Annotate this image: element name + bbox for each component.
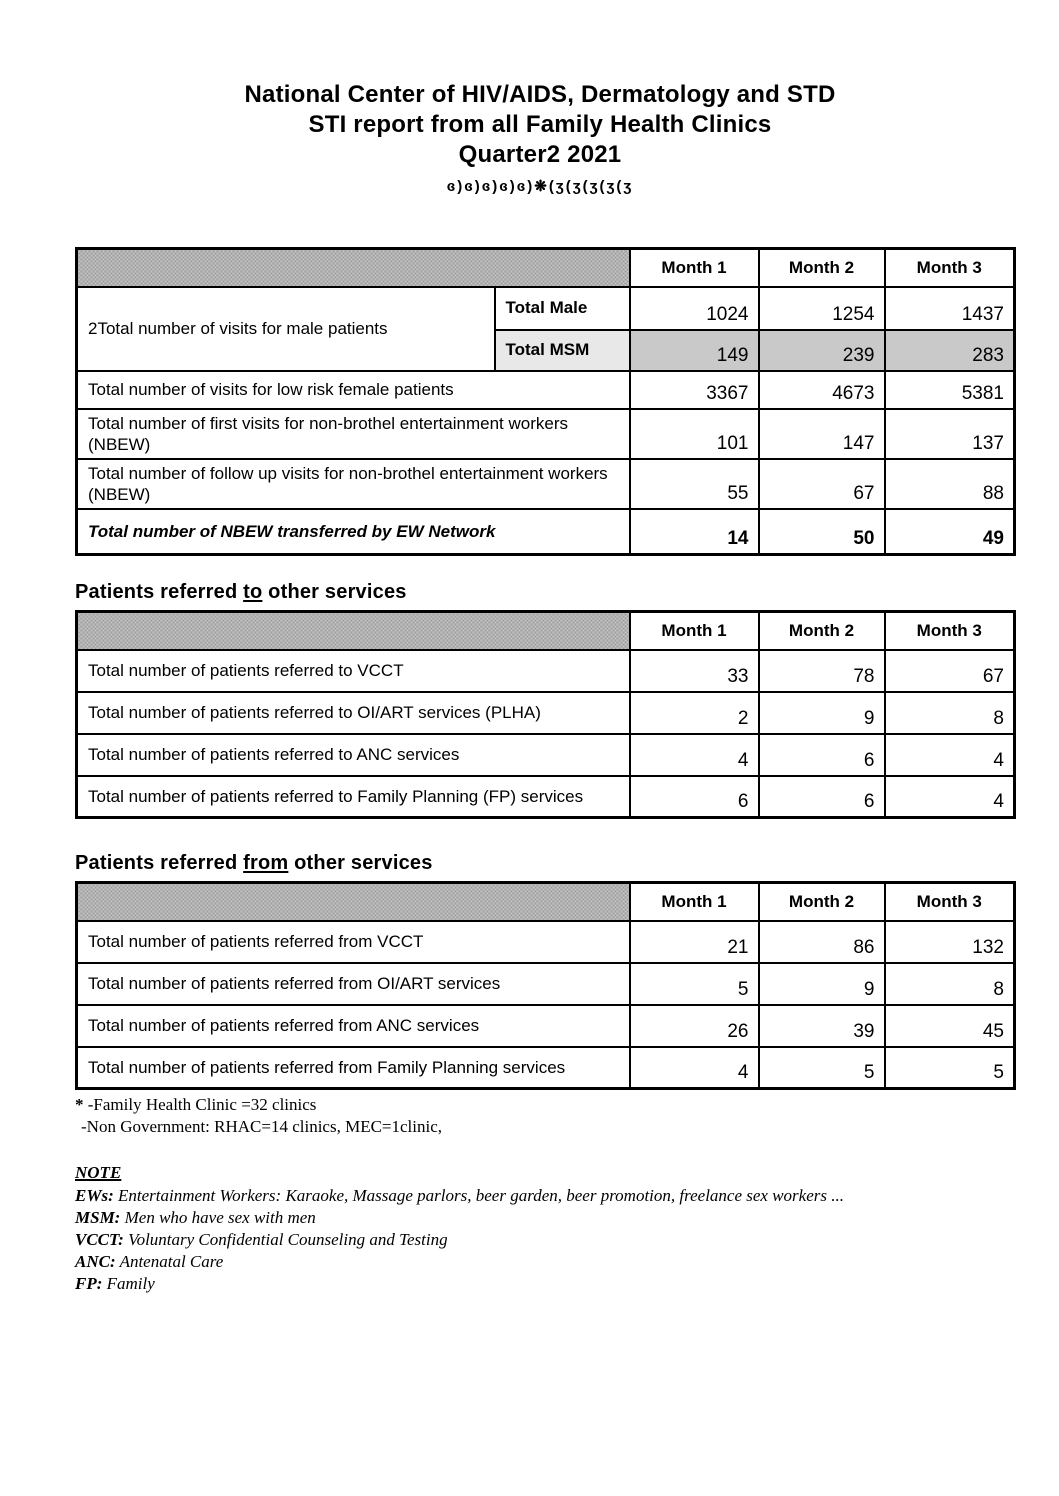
value-cell: 8 bbox=[885, 692, 1015, 734]
asterisk: * bbox=[75, 1095, 84, 1114]
definition: Family bbox=[102, 1274, 155, 1293]
month-2-header: Month 2 bbox=[759, 883, 885, 921]
khmer-ornament-divider: ɞ)ɞ)ɞ)ɞ)ɞ)❋(ʒ(ʒ(ʒ(ʒ(ʒ bbox=[446, 178, 634, 195]
row-label: Total number of patients referred to ANC services bbox=[77, 734, 630, 776]
abbr: EWs: bbox=[75, 1186, 114, 1205]
month-1-header: Month 1 bbox=[630, 612, 759, 650]
month-1-header: Month 1 bbox=[630, 883, 759, 921]
month-1-header: Month 1 bbox=[630, 249, 759, 287]
value-cell: 6 bbox=[630, 776, 759, 818]
value-cell: 78 bbox=[759, 650, 885, 692]
note-item-fp bbox=[75, 1273, 1013, 1295]
value-cell: 5381 bbox=[885, 371, 1015, 409]
table-row-referred-from-vcct bbox=[77, 921, 1015, 963]
abbr: FP: bbox=[75, 1274, 103, 1293]
note-block bbox=[75, 1162, 1013, 1295]
table-row-referred-from-fp bbox=[77, 1047, 1015, 1089]
value-cell: 67 bbox=[885, 650, 1015, 692]
footnote-block bbox=[75, 1094, 1013, 1138]
footnote-line-2: -Non Government: RHAC=14 clinics, MEC=1clinic, bbox=[81, 1117, 443, 1136]
row-label: Total number of visits for low risk female patients bbox=[77, 371, 630, 409]
section-heading-referred-from bbox=[75, 852, 1013, 875]
table-row-nbew-transferred bbox=[77, 509, 1015, 555]
referred-from-table bbox=[75, 881, 1016, 1090]
report-header bbox=[70, 0, 1010, 197]
table-row-referred-from-oi-art bbox=[77, 963, 1015, 1005]
abbr: VCCT: bbox=[75, 1230, 124, 1249]
row-label: Total number of patients referred to VCCT bbox=[77, 650, 630, 692]
value-cell: 5 bbox=[630, 963, 759, 1005]
value-cell: 55 bbox=[630, 459, 759, 509]
heading-text: Patients referred bbox=[75, 581, 244, 603]
value-cell: 283 bbox=[885, 330, 1015, 371]
heading-text: other services bbox=[262, 581, 407, 603]
value-cell: 45 bbox=[885, 1005, 1015, 1047]
table-row-total-male bbox=[77, 287, 1015, 330]
value-cell: 1024 bbox=[630, 287, 759, 330]
definition: Voluntary Confidential Counseling and Testing bbox=[123, 1230, 448, 1249]
value-cell: 50 bbox=[759, 509, 885, 555]
heading-text: other services bbox=[288, 852, 433, 874]
report-body bbox=[75, 247, 1013, 1295]
table-row-female-visits bbox=[77, 371, 1015, 409]
row-label: Total number of patients referred to OI/ART services (PLHA) bbox=[77, 692, 630, 734]
value-cell: 239 bbox=[759, 330, 885, 371]
value-cell: 6 bbox=[759, 734, 885, 776]
value-cell: 9 bbox=[759, 963, 885, 1005]
value-cell: 5 bbox=[759, 1047, 885, 1089]
hatched-corner-cell bbox=[77, 249, 630, 287]
value-cell: 67 bbox=[759, 459, 885, 509]
table-row-referred-to-fp bbox=[77, 776, 1015, 818]
note-item-msm bbox=[75, 1207, 1013, 1229]
hatched-corner-cell bbox=[77, 883, 630, 921]
value-cell: 4 bbox=[885, 734, 1015, 776]
value-cell: 39 bbox=[759, 1005, 885, 1047]
month-3-header: Month 3 bbox=[885, 612, 1015, 650]
value-cell: 49 bbox=[885, 509, 1015, 555]
value-cell: 26 bbox=[630, 1005, 759, 1047]
note-heading: NOTE bbox=[75, 1163, 122, 1182]
row-label: Total number of first visits for non-brothel entertainment workers (NBEW) bbox=[77, 409, 630, 459]
value-cell: 4 bbox=[630, 734, 759, 776]
section-heading-referred-to bbox=[75, 581, 1013, 604]
month-2-header: Month 2 bbox=[759, 249, 885, 287]
month-2-header: Month 2 bbox=[759, 612, 885, 650]
heading-text: Patients referred bbox=[75, 852, 244, 874]
value-cell: 9 bbox=[759, 692, 885, 734]
visits-table bbox=[75, 247, 1016, 556]
value-cell: 5 bbox=[885, 1047, 1015, 1089]
table-row-referred-from-anc bbox=[77, 1005, 1015, 1047]
title-line-3: Quarter2 2021 bbox=[458, 141, 622, 168]
note-item-anc bbox=[75, 1251, 1013, 1273]
row-label: Total number of patients referred to Family Planning (FP) services bbox=[77, 776, 630, 818]
value-cell: 8 bbox=[885, 963, 1015, 1005]
note-item-vcct bbox=[75, 1229, 1013, 1251]
heading-underlined-word: to bbox=[243, 581, 263, 603]
value-cell: 6 bbox=[759, 776, 885, 818]
value-cell: 3367 bbox=[630, 371, 759, 409]
value-cell: 86 bbox=[759, 921, 885, 963]
value-cell: 149 bbox=[630, 330, 759, 371]
value-cell: 137 bbox=[885, 409, 1015, 459]
abbr: ANC: bbox=[75, 1252, 116, 1271]
definition: Men who have sex with men bbox=[120, 1208, 316, 1227]
referred-to-table bbox=[75, 610, 1016, 819]
month-3-header: Month 3 bbox=[885, 883, 1015, 921]
row-label: Total number of patients referred from Family Planning services bbox=[77, 1047, 630, 1089]
note-item-ews bbox=[75, 1185, 1013, 1207]
table-header-row bbox=[77, 883, 1015, 921]
footnote-line-1 bbox=[75, 1094, 1013, 1116]
value-cell: 33 bbox=[630, 650, 759, 692]
value-cell: 4673 bbox=[759, 371, 885, 409]
total-msm-label: Total MSM bbox=[495, 330, 630, 371]
title-line-2: STI report from all Family Health Clinics bbox=[308, 111, 772, 138]
row-label: Total number of patients referred from VCCT bbox=[77, 921, 630, 963]
row-label: Total number of patients referred from OI/ART services bbox=[77, 963, 630, 1005]
month-3-header: Month 3 bbox=[885, 249, 1015, 287]
table-row-referred-to-anc bbox=[77, 734, 1015, 776]
value-cell: 1437 bbox=[885, 287, 1015, 330]
definition: Entertainment Workers: Karaoke, Massage parlors, beer garden, beer promotion, freelance sex workers ... bbox=[113, 1186, 844, 1205]
value-cell: 132 bbox=[885, 921, 1015, 963]
title-line-1: National Center of HIV/AIDS, Dermatology and STD bbox=[244, 81, 836, 108]
value-cell: 2 bbox=[630, 692, 759, 734]
definition: Antenatal Care bbox=[115, 1252, 224, 1271]
table-row-referred-to-vcct bbox=[77, 650, 1015, 692]
value-cell: 88 bbox=[885, 459, 1015, 509]
table-header-row bbox=[77, 249, 1015, 287]
footnote-text: -Family Health Clinic =32 clinics bbox=[83, 1095, 317, 1114]
hatched-corner-cell bbox=[77, 612, 630, 650]
row-label: Total number of follow up visits for non-brothel entertainment workers (NBEW) bbox=[77, 459, 630, 509]
row-label-male-visits: 2Total number of visits for male patients bbox=[77, 287, 495, 371]
row-label: Total number of NBEW transferred by EW Network bbox=[77, 509, 630, 555]
row-label: Total number of patients referred from ANC services bbox=[77, 1005, 630, 1047]
heading-underlined-word: from bbox=[243, 852, 289, 874]
total-male-label: Total Male bbox=[495, 287, 630, 330]
value-cell: 21 bbox=[630, 921, 759, 963]
abbr: MSM: bbox=[75, 1208, 121, 1227]
table-header-row bbox=[77, 612, 1015, 650]
table-row-referred-to-oi-art bbox=[77, 692, 1015, 734]
table-row-nbew-followup-visits bbox=[77, 459, 1015, 509]
value-cell: 14 bbox=[630, 509, 759, 555]
value-cell: 101 bbox=[630, 409, 759, 459]
value-cell: 147 bbox=[759, 409, 885, 459]
value-cell: 1254 bbox=[759, 287, 885, 330]
table-row-nbew-first-visits bbox=[77, 409, 1015, 459]
value-cell: 4 bbox=[885, 776, 1015, 818]
value-cell: 4 bbox=[630, 1047, 759, 1089]
